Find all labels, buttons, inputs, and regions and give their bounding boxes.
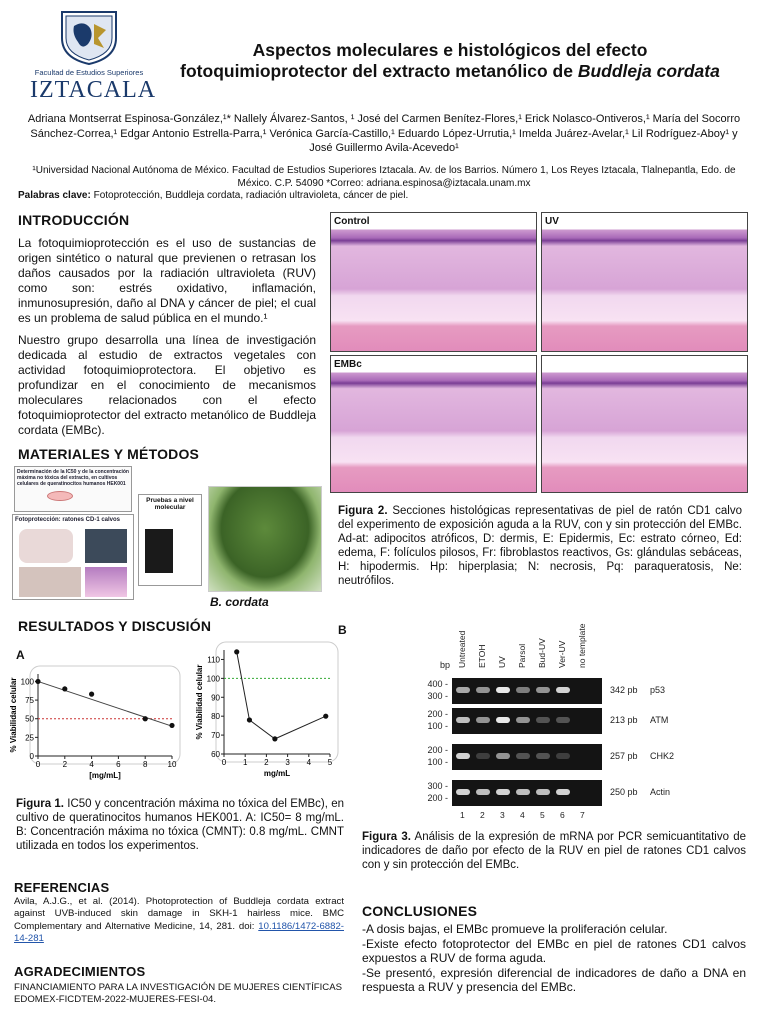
fig1-caption bbox=[16, 797, 344, 853]
fig1-caption-label: Figura 1. bbox=[16, 798, 64, 810]
intro-heading: INTRODUCCIÓN bbox=[18, 212, 130, 228]
x-tick-label: 4 bbox=[306, 758, 312, 767]
mouse-photo bbox=[19, 529, 73, 563]
conclusion-item: -Existe efecto fotoprotector del EMBc en piel de ratones CD1 calvos expuestos a RUV de forma aguda. bbox=[362, 936, 746, 966]
chart-cmnt bbox=[190, 640, 340, 780]
data-point bbox=[169, 723, 174, 728]
gel-band bbox=[456, 687, 470, 693]
ack-heading: AGRADECIMIENTOS bbox=[14, 964, 146, 979]
chart-frame bbox=[30, 666, 180, 764]
data-point bbox=[89, 692, 94, 697]
y-tick-label: 70 bbox=[211, 731, 220, 741]
gel-band bbox=[536, 717, 550, 723]
skin-section-photo bbox=[85, 567, 127, 597]
histology-label: EMBc bbox=[334, 359, 362, 370]
gel-band bbox=[556, 687, 570, 693]
methods-box-molecular bbox=[138, 494, 202, 586]
gel-band bbox=[556, 717, 570, 723]
gel-band bbox=[516, 687, 530, 693]
gel-band bbox=[516, 789, 530, 795]
gel-lane-label: UV bbox=[497, 656, 507, 668]
gel-ladder-label: 400 - bbox=[427, 679, 448, 689]
histology-control bbox=[330, 212, 537, 352]
authors: Adriana Montserrat Espinosa-González,¹* Nallely Álvarez-Santos, ¹ José del Carmen Benítez-Flores,¹ Erick Nolasco-Ontiveros,¹ María del Socorro Sánchez-Correa,¹ Edgar Antonio Estrella-Parra,¹ Verónica García-Castillo,¹ Eduardo López-Urrutia,¹ Imelda Juárez-Avelar,¹ Lil Rodríguez-Aboy¹ y José Guillermo Avila-Acevedo¹ bbox=[27, 113, 741, 154]
logo-subtitle: Facultad de Estudios Superiores bbox=[34, 68, 144, 77]
y-tick-label: 110 bbox=[207, 655, 220, 665]
gel-gene-label: ATM bbox=[650, 715, 669, 725]
y-tick-label: 0 bbox=[29, 752, 34, 761]
fig3-caption-text: Análisis de la expresión de mRNA por PCR semicuantitativo de indicadores de daño por efecto de la RUV en piel de ratones CD1 calvos con y sin protección del EMBc. bbox=[362, 831, 746, 871]
x-tick-label: 2 bbox=[264, 758, 269, 767]
methods-box-mice-text: Fotoprotección: ratones CD-1 calvos bbox=[15, 517, 121, 523]
gel-lane-label: no template bbox=[577, 623, 587, 668]
methods-box-molecular-text: Pruebas a nivel molecular bbox=[146, 497, 194, 511]
x-tick-label: 4 bbox=[89, 760, 94, 769]
data-point bbox=[323, 714, 328, 719]
gel-band bbox=[496, 717, 510, 723]
conclusions-list bbox=[362, 922, 746, 995]
x-tick-label: 0 bbox=[35, 760, 41, 769]
histology-label: Control bbox=[334, 216, 370, 227]
data-point bbox=[35, 679, 40, 684]
data-point bbox=[272, 736, 277, 741]
conclusion-item: -Se presentó, expresión diferencial de indicadores de daño a DNA en respuesta a RUV y presencia del EMBc. bbox=[362, 965, 746, 995]
gel-lane-number: 2 bbox=[480, 810, 485, 820]
x-tick-label: 8 bbox=[142, 760, 148, 769]
gel-band bbox=[536, 753, 550, 759]
panel-a-label: A bbox=[16, 648, 25, 662]
fig2-caption-text: Secciones histológicas representativas de piel de ratón CD1 calvo del experimento de exposición aguda a la RUV, con y sin protección del EMBc. Ad-at: adipocitos atróficos, D: dermis, E: Epidermis, Ec: estrato córneo, Ed: edema, F: folículos pilosos, Fr: fibroblastos reactivos, Gs: glándulas sebáceas, H: hipodermis. Hp: hiperplasia; N: necrosis, Pq: paraqueratosis, Ne: neutrófilos. bbox=[338, 505, 742, 587]
gel-size-label: 250 pb bbox=[610, 787, 638, 797]
keywords-text: Fotoprotección, Buddleja cordata, radiación ultravioleta, cáncer de piel. bbox=[93, 190, 409, 201]
gel-band bbox=[496, 687, 510, 693]
intro-paragraph-2: Nuestro grupo desarrolla una línea de investigación dedicada al estudio de extractos vegetales con actividad fotoquimioprotectora. El objetivo es profundizar en el conocimiento de mecanismos moleculares relacionados con el efecto fotoquimioprotector del extracto metanólico de Buddleja cordata (EMBc). bbox=[18, 333, 316, 437]
gel-lane-number: 6 bbox=[560, 810, 565, 820]
reference-item bbox=[14, 896, 344, 946]
gel-band bbox=[516, 753, 530, 759]
x-tick-label: 3 bbox=[285, 758, 290, 767]
intro-paragraph-1: La fotoquimioprotección es el uso de sustancias de origen sintético o natural que previenen o retrasan los daños causados por la radiación ultravioleta (RUV) como son: estrés oxidativo, inflamación, inmunosupresión, daño al DNA y cáncer de piel; el cual es un problema de salud pública en el mundo.¹ bbox=[18, 236, 316, 325]
gel-band bbox=[536, 789, 550, 795]
gel-bp-label: bp bbox=[439, 660, 450, 670]
gel-band bbox=[556, 753, 570, 759]
gel-ladder-label: 100 - bbox=[427, 757, 448, 767]
gel-ladder-label: 200 - bbox=[427, 793, 448, 803]
x-tick-label: 1 bbox=[242, 758, 248, 767]
lamp-photo bbox=[85, 529, 127, 563]
gel-lane-number: 1 bbox=[460, 810, 465, 820]
x-tick-label: 5 bbox=[327, 758, 333, 767]
title-species: Buddleja cordata bbox=[577, 61, 720, 81]
x-axis-label: mg/mL bbox=[263, 769, 291, 778]
gel-band bbox=[536, 687, 550, 693]
x-axis-label: [mg/mL] bbox=[89, 771, 121, 780]
logo-brand: IZTACALA bbox=[30, 77, 157, 103]
histology-embc-uv bbox=[541, 355, 748, 493]
histology-label: UV bbox=[545, 216, 559, 227]
gel-size-label: 342 pb bbox=[610, 685, 638, 695]
reference-doi-link[interactable]: 10.1186/1472-6882-14-281 bbox=[14, 920, 344, 945]
histology-uv bbox=[541, 212, 748, 352]
gel-lane-label: Untreated bbox=[457, 630, 467, 668]
gel-band bbox=[516, 717, 530, 723]
gel-band bbox=[456, 789, 470, 795]
gel-lane-number: 5 bbox=[540, 810, 545, 820]
gel-row bbox=[452, 744, 602, 770]
gel-lane-label: Bud-UV bbox=[537, 638, 547, 668]
fig2-caption bbox=[338, 504, 742, 588]
y-tick-label: 75 bbox=[25, 696, 34, 706]
x-tick-label: 10 bbox=[167, 760, 177, 769]
histology-label: EMBc + UV bbox=[545, 359, 599, 370]
unam-shield-icon bbox=[54, 8, 124, 66]
fig1-caption-text: IC50 y concentración máxima no tóxica del EMBc), en cultivo de queratinocitos humanos HEK001. A: IC50= 8 mg/mL. B: Concentración máxima no tóxica (CMNT): 0.8 mg/mL. CMNT utilizada en todos los experimentos. bbox=[16, 798, 344, 852]
keywords bbox=[18, 190, 758, 201]
gel-ladder-label: 300 - bbox=[427, 691, 448, 701]
data-point bbox=[234, 649, 239, 654]
affiliation: ¹Universidad Nacional Autónoma de México. Facultad de Estudios Superiores Iztacala. Av. de los Barrios. Número 1, Los Reyes Iztacala, Tlalnepantla, Edo. de México. C.P. 54090 *Correo: adriana.espinosa@iztacala.unam.mx bbox=[32, 165, 736, 189]
gel-ladder-label: 100 - bbox=[427, 721, 448, 731]
ack-text: FINANCIAMIENTO PARA LA INVESTIGACIÓN DE MUJERES CIENTÍFICAS EDOMEX-FICDTEM-2022-MUJERES-FESI-04. bbox=[14, 982, 343, 1006]
gel-size-label: 213 pb bbox=[610, 715, 638, 725]
gel-lane-number: 3 bbox=[500, 810, 505, 820]
y-axis-label: % Viabilidad celular bbox=[9, 677, 18, 753]
references-heading: REFERENCIAS bbox=[14, 880, 110, 895]
y-tick-label: 90 bbox=[211, 693, 220, 703]
mini-gel bbox=[145, 529, 173, 573]
plant-caption: B. cordata bbox=[210, 595, 269, 609]
gel-gene-label: p53 bbox=[650, 685, 666, 695]
x-tick-label: 2 bbox=[62, 760, 68, 769]
chart-frame bbox=[216, 642, 338, 762]
gel-band bbox=[476, 687, 490, 693]
results-heading: RESULTADOS Y DISCUSIÓN bbox=[18, 618, 212, 634]
panel-b-label: B bbox=[338, 623, 347, 637]
data-point bbox=[62, 686, 67, 691]
y-tick-label: 25 bbox=[25, 733, 34, 743]
title-line-1: Aspectos moleculares e histológicos del efecto bbox=[252, 40, 648, 60]
gel-lane-number: 4 bbox=[520, 810, 525, 820]
keywords-label: Palabras clave: bbox=[18, 190, 91, 201]
methods-heading: MATERIALES Y MÉTODOS bbox=[18, 446, 200, 462]
conclusion-item: -A dosis bajas, el EMBc promueve la proliferación celular. bbox=[362, 922, 668, 936]
methods-box-ic50 bbox=[14, 466, 132, 512]
gel-band bbox=[456, 717, 470, 723]
gel-ladder-label: 300 - bbox=[427, 781, 448, 791]
data-point bbox=[247, 717, 252, 722]
pcr-gel-figure bbox=[412, 612, 692, 822]
gel-lane-label: Ver-UV bbox=[557, 640, 567, 668]
methods-box-mice bbox=[12, 514, 134, 600]
methods-box-ic50-text: Determinación de la IC50 y de la concentración máxima no tóxica del extracto, en cultivos celulares de queratinocitos humanos HEK001 bbox=[17, 469, 129, 487]
data-point bbox=[143, 716, 148, 721]
gel-lane-label: ETOH bbox=[477, 644, 487, 668]
gel-lane-number: 7 bbox=[580, 810, 585, 820]
x-tick-label: 0 bbox=[221, 758, 227, 767]
fig2-caption-label: Figura 2. bbox=[338, 505, 388, 517]
culture-dish-icon bbox=[47, 491, 73, 501]
mice-group-photo bbox=[19, 567, 81, 597]
gel-band bbox=[556, 789, 570, 795]
y-tick-label: 60 bbox=[211, 750, 220, 759]
plant-photo bbox=[208, 486, 322, 592]
conclusions-heading: CONCLUSIONES bbox=[362, 903, 478, 919]
gel-band bbox=[456, 753, 470, 759]
chart-ic50 bbox=[10, 664, 182, 784]
histology-embc bbox=[330, 355, 537, 493]
fig3-caption-label: Figura 3. bbox=[362, 831, 411, 843]
gel-gene-label: Actin bbox=[650, 787, 671, 797]
gel-size-label: 257 pb bbox=[610, 751, 638, 761]
gel-row bbox=[452, 780, 602, 806]
gel-band bbox=[476, 789, 490, 795]
gel-ladder-label: 200 - bbox=[427, 745, 448, 755]
gel-row bbox=[452, 678, 602, 704]
gel-band bbox=[476, 717, 490, 723]
gel-band bbox=[496, 789, 510, 795]
gel-row bbox=[452, 708, 602, 734]
logo bbox=[30, 8, 157, 108]
y-tick-label: 50 bbox=[25, 714, 34, 724]
page-title bbox=[150, 40, 750, 82]
y-tick-label: 80 bbox=[211, 712, 220, 722]
y-tick-label: 100 bbox=[206, 674, 220, 684]
gel-ladder-label: 200 - bbox=[427, 709, 448, 719]
fig3-caption bbox=[362, 830, 746, 872]
gel-band bbox=[476, 753, 490, 759]
gel-band bbox=[496, 753, 510, 759]
y-tick-label: 100 bbox=[20, 677, 34, 687]
title-line-2-text: fotoquimioprotector del extracto metanólico de bbox=[180, 61, 578, 81]
y-axis-label: % Viabilidad celular bbox=[195, 664, 204, 740]
reference-text: Avila, A.J.G., et al. (2014). Photoprotection of Buddleja cordata extract against UVB-induced skin damage in SKH-1 hairless mice. BMC Complementary and Alternative Medicine, 14, 281. doi: bbox=[14, 896, 344, 932]
gel-lane-label: Parsol bbox=[517, 643, 527, 668]
title-line-2 bbox=[150, 61, 750, 82]
gel-gene-label: CHK2 bbox=[650, 751, 675, 761]
x-tick-label: 6 bbox=[116, 760, 121, 769]
